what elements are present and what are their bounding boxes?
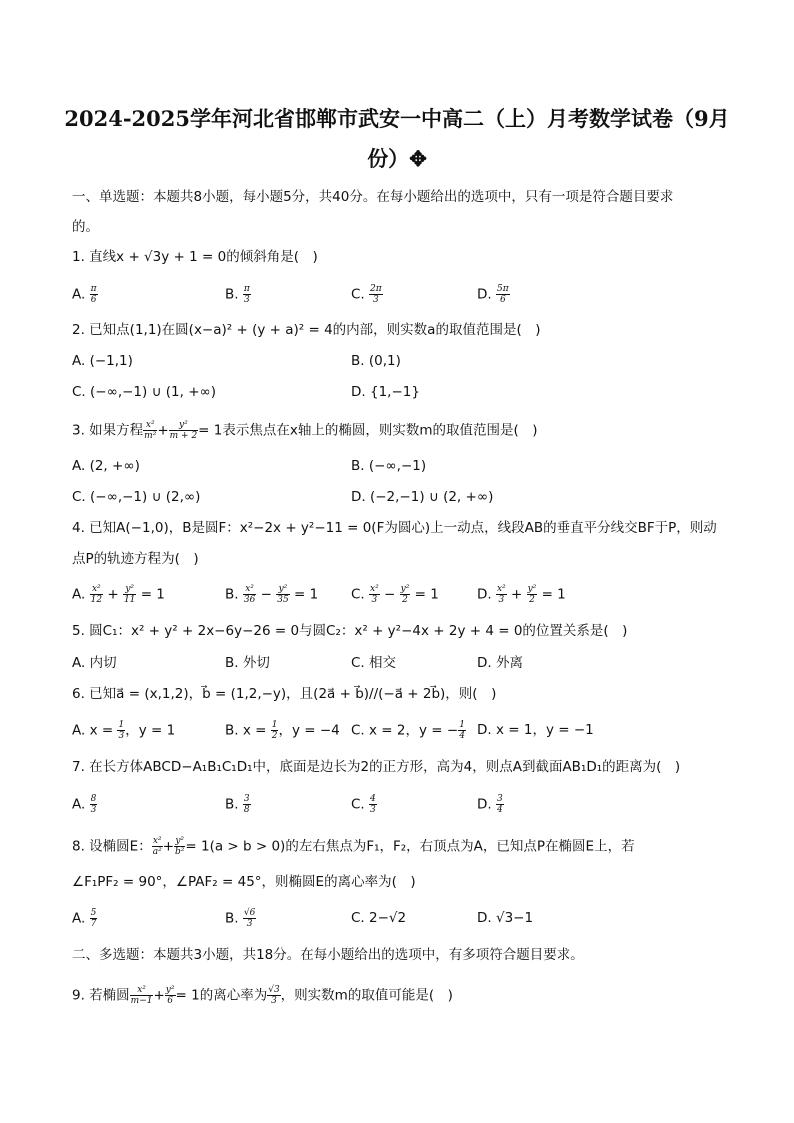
q4-a-f2d: 11 bbox=[123, 595, 136, 605]
q4-a-frac1 bbox=[90, 584, 103, 605]
q4-d-f2d: 2 bbox=[529, 595, 535, 605]
q4-a-f1d: 12 bbox=[90, 595, 103, 605]
q8-a-frac bbox=[90, 908, 98, 929]
q6-b-den: 2 bbox=[271, 731, 278, 741]
q5-option-c: C. 相交 bbox=[351, 655, 397, 671]
q8-option-a bbox=[72, 908, 97, 929]
q7-option-c bbox=[351, 794, 377, 815]
four-diamond-ornament-icon: ✥ bbox=[409, 146, 427, 171]
q4-d-f1d: 3 bbox=[498, 595, 505, 605]
q4-d-rhs: = 1 bbox=[541, 586, 566, 603]
q3-option-c: C. (−∞,−1) ∪ (2,∞) bbox=[72, 489, 201, 505]
q7-c-label: C. bbox=[351, 796, 365, 813]
q6-a-num: 1 bbox=[118, 720, 125, 730]
q4-c-f2n: y² bbox=[400, 584, 410, 594]
q9-plus: + bbox=[153, 987, 165, 1004]
q4-option-c bbox=[351, 584, 439, 605]
question-9-stem bbox=[72, 985, 453, 1006]
q8-frac2-den: b² bbox=[175, 847, 185, 857]
q4-d-label: D. bbox=[477, 586, 492, 603]
q9-frac1-num: x² bbox=[130, 985, 154, 996]
q6-b-num: 1 bbox=[271, 720, 278, 730]
q9-frac1 bbox=[130, 985, 154, 1006]
q3-frac1-num: x² bbox=[143, 420, 157, 431]
q2-option-d: D. {1,−1} bbox=[351, 384, 420, 400]
q1-b-num: π bbox=[243, 284, 250, 294]
q6-a-post: ，y = 1 bbox=[125, 722, 176, 739]
q4-c-rhs: = 1 bbox=[414, 586, 439, 603]
q8-option-b bbox=[225, 908, 256, 929]
q1-a-num: π bbox=[90, 284, 97, 294]
q4-a-op: + bbox=[107, 586, 119, 603]
question-1-stem: 1. 直线x + √3y + 1 = 0的倾斜角是( ) bbox=[72, 249, 318, 265]
q1-d-den: 6 bbox=[499, 295, 506, 305]
exam-title-line2-text: 份） bbox=[367, 146, 410, 171]
question-7-stem: 7. 在长方体ABCD−A₁B₁C₁D₁中，底面是边长为2的正方形，高为4，则点A到截面AB₁D₁的距离为( ) bbox=[72, 759, 681, 775]
q5-option-a: A. 内切 bbox=[72, 655, 117, 671]
section2-line1: 二、多选题：本题共3小题，共18分。在每小题给出的选项中，有多项符合题目要求。 bbox=[72, 947, 584, 963]
q4-d-f1n: x² bbox=[496, 584, 506, 594]
q7-a-label: A. bbox=[72, 796, 86, 813]
q9-frac2-num: y² bbox=[165, 985, 175, 995]
q1-option-b bbox=[225, 284, 251, 305]
q8-option-c: C. 2−√2 bbox=[351, 910, 407, 926]
question-4-stem-line1: 4. 已知A(−1,0)，B是圆F：x²−2x + y²−11 = 0(F为圆心)上一动点，线段AB的垂直平分线交BF于P，则动 bbox=[72, 520, 717, 536]
q1-option-b-label: B. bbox=[225, 286, 239, 303]
q9-stem-mid: = 1的离心率为 bbox=[175, 987, 268, 1004]
q4-a-rhs: = 1 bbox=[140, 586, 165, 603]
q4-option-b bbox=[225, 584, 318, 605]
q1-option-d-fraction bbox=[496, 284, 510, 305]
question-8-stem-line1 bbox=[72, 836, 635, 857]
q4-b-op: − bbox=[260, 586, 272, 603]
question-6-stem: 6. 已知a⃗ = (x,1,2)，b⃗ = (1,2,−y)，且(2a⃗ + b⃗)//(−a⃗ + 2b⃗)，则( ) bbox=[72, 686, 497, 702]
q7-b-label: B. bbox=[225, 796, 239, 813]
q7-c-num: 4 bbox=[370, 794, 376, 804]
q1-option-a-fraction bbox=[90, 284, 98, 305]
q1-c-den: 3 bbox=[372, 295, 379, 305]
q1-option-a bbox=[72, 284, 98, 305]
q1-option-c bbox=[351, 284, 383, 305]
q7-c-den: 3 bbox=[370, 805, 376, 815]
q8-frac1-num: x² bbox=[152, 836, 162, 846]
q1-d-num: 5π bbox=[496, 284, 509, 294]
q8-a-label: A. bbox=[72, 910, 86, 927]
question-2-stem: 2. 已知点(1,1)在圆(x−a)² + (y + a)² = 4的内部，则实数a的取值范围是( ) bbox=[72, 322, 541, 338]
q6-a-pre: A. x = bbox=[72, 722, 114, 739]
q5-option-b: B. 外切 bbox=[225, 655, 270, 671]
q9-frac2-den: 6 bbox=[167, 996, 174, 1006]
q8-frac2 bbox=[174, 836, 185, 857]
q4-b-f2d: 35 bbox=[277, 595, 289, 605]
q1-option-d-label: D. bbox=[477, 286, 492, 303]
q3-stem-post: = 1表示焦点在x轴上的椭圆，则实数m的取值范围是( ) bbox=[198, 422, 538, 439]
question-3-stem bbox=[72, 420, 538, 441]
q9-frac3 bbox=[267, 985, 280, 1006]
q2-option-c: C. (−∞,−1) ∪ (1, +∞) bbox=[72, 384, 217, 400]
q4-option-a bbox=[72, 584, 165, 605]
q6-option-b bbox=[225, 720, 340, 741]
q7-d-den: 4 bbox=[496, 805, 503, 815]
q3-frac2 bbox=[169, 420, 199, 441]
q4-b-label: B. bbox=[225, 586, 239, 603]
q7-a-num: 8 bbox=[90, 794, 97, 804]
section1-line2: 的。 bbox=[72, 219, 99, 235]
q9-frac2 bbox=[165, 985, 176, 1006]
q8-frac1 bbox=[152, 836, 163, 857]
q4-a-label: A. bbox=[72, 586, 86, 603]
q8-stem-post: = 1(a > b > 0)的左右焦点为F₁，F₂，右顶点为A，已知点P在椭圆E上，若 bbox=[185, 838, 635, 855]
q8-option-d: D. √3−1 bbox=[477, 910, 534, 926]
q7-b-frac bbox=[243, 794, 251, 815]
q6-option-c bbox=[351, 720, 466, 741]
q2-option-a: A. (−1,1) bbox=[72, 353, 133, 369]
section2-instructions bbox=[72, 940, 732, 970]
exam-title-line2 bbox=[40, 144, 754, 174]
q8-plus: + bbox=[162, 838, 174, 855]
q4-c-frac1 bbox=[369, 584, 380, 605]
question-5-stem: 5. 圆C₁：x² + y² + 2x−6y−26 = 0与圆C₂：x² + y²−4x + 2y + 4 = 0的位置关系是( ) bbox=[72, 623, 628, 639]
q1-b-den: 3 bbox=[243, 295, 250, 305]
q1-a-den: 6 bbox=[90, 295, 97, 305]
q4-b-frac1 bbox=[243, 584, 256, 605]
q8-stem-pre: 8. 设椭圆E： bbox=[72, 838, 152, 855]
q4-c-label: C. bbox=[351, 586, 365, 603]
q7-d-num: 3 bbox=[496, 794, 503, 804]
q8-b-num: √6 bbox=[243, 908, 256, 918]
q7-b-num: 3 bbox=[243, 794, 250, 804]
q1-option-c-label: C. bbox=[351, 286, 365, 303]
q1-option-a-label: A. bbox=[72, 286, 86, 303]
q6-c-frac bbox=[458, 720, 466, 741]
exam-title-line1: 2024-2025学年河北省邯郸市武安一中高二（上）月考数学试卷（9月 bbox=[64, 106, 730, 131]
q6-option-a bbox=[72, 720, 175, 741]
q4-b-f1d: 36 bbox=[243, 595, 256, 605]
q4-a-f1n: x² bbox=[90, 584, 103, 595]
q4-d-f2n: y² bbox=[527, 584, 537, 594]
q5-option-d: D. 外离 bbox=[477, 655, 523, 671]
q3-frac1-den: m² bbox=[144, 431, 157, 441]
q8-frac2-num: y² bbox=[175, 836, 185, 846]
q4-a-f2n: y² bbox=[123, 584, 136, 595]
q7-a-frac bbox=[90, 794, 98, 815]
question-8-stem-line2: ∠F₁PF₂ = 90°，∠PAF₂ = 45°，则椭圆E的离心率为( ) bbox=[72, 874, 416, 890]
section1-instructions bbox=[72, 182, 732, 242]
q1-option-b-fraction bbox=[243, 284, 251, 305]
q8-b-label: B. bbox=[225, 910, 239, 927]
q4-c-op: − bbox=[384, 586, 396, 603]
q7-option-d bbox=[477, 794, 504, 815]
q4-d-op: + bbox=[510, 586, 523, 603]
q7-d-label: D. bbox=[477, 796, 492, 813]
question-4-stem-line2: 点P的轨迹方程为( ) bbox=[72, 551, 199, 567]
q6-c-pre: C. x = 2，y = − bbox=[351, 722, 459, 739]
q8-a-num: 5 bbox=[90, 908, 97, 918]
q4-d-frac2 bbox=[527, 584, 538, 605]
q6-b-pre: B. x = bbox=[225, 722, 267, 739]
q3-frac2-den: m + 2 bbox=[169, 431, 198, 441]
q3-option-a: A. (2, +∞) bbox=[72, 458, 140, 474]
q1-c-num: 2π bbox=[370, 284, 382, 294]
q3-frac1 bbox=[143, 420, 157, 441]
q9-frac3-den: 3 bbox=[271, 996, 277, 1006]
q4-b-f2n: y² bbox=[276, 584, 289, 595]
q4-c-f2d: 2 bbox=[402, 595, 408, 605]
q3-plus: + bbox=[157, 422, 169, 439]
q9-frac3-num: √3 bbox=[268, 985, 280, 995]
q4-option-d bbox=[477, 584, 566, 605]
section1-line1: 一、单选题：本题共8小题，每小题5分，共40分。在每小题给出的选项中，只有一项是符合题目要求 bbox=[72, 189, 674, 205]
q4-a-frac2 bbox=[123, 584, 136, 605]
q3-option-d: D. (−2,−1) ∪ (2, +∞) bbox=[351, 489, 494, 505]
q4-c-frac2 bbox=[400, 584, 411, 605]
q7-option-a bbox=[72, 794, 97, 815]
q7-a-den: 3 bbox=[90, 805, 97, 815]
q1-option-d bbox=[477, 284, 510, 305]
q9-stem-post: ，则实数m的取值可能是( ) bbox=[280, 987, 453, 1004]
q4-c-f1n: x² bbox=[370, 584, 379, 594]
q4-b-f1n: x² bbox=[243, 584, 256, 595]
q3-stem-pre: 3. 如果方程 bbox=[72, 422, 144, 439]
q7-option-b bbox=[225, 794, 251, 815]
q7-b-den: 8 bbox=[243, 805, 250, 815]
q8-frac1-den: a² bbox=[152, 847, 162, 857]
q7-c-frac bbox=[369, 794, 377, 815]
q6-a-den: 3 bbox=[118, 731, 125, 741]
q4-d-frac1 bbox=[496, 584, 507, 605]
q4-b-frac2 bbox=[276, 584, 289, 605]
q3-frac2-num: y² bbox=[169, 420, 199, 431]
q4-b-rhs: = 1 bbox=[293, 586, 319, 603]
q3-option-b: B. (−∞,−1) bbox=[351, 458, 427, 474]
q1-option-c-fraction bbox=[369, 284, 383, 305]
q6-b-post: ，y = −4 bbox=[278, 722, 340, 739]
q6-c-num: 1 bbox=[459, 720, 465, 730]
q6-c-den: 4 bbox=[459, 731, 465, 741]
q8-b-den: 3 bbox=[246, 919, 253, 929]
q9-stem-pre: 9. 若椭圆 bbox=[72, 987, 130, 1004]
q9-frac1-den: m−1 bbox=[130, 996, 153, 1006]
q8-a-den: 7 bbox=[90, 919, 97, 929]
q6-option-d: D. x = 1，y = −1 bbox=[477, 722, 594, 738]
q2-option-b: B. (0,1) bbox=[351, 353, 401, 369]
q8-b-frac bbox=[243, 908, 256, 929]
q4-c-f1d: 3 bbox=[371, 595, 378, 605]
q7-d-frac bbox=[496, 794, 504, 815]
